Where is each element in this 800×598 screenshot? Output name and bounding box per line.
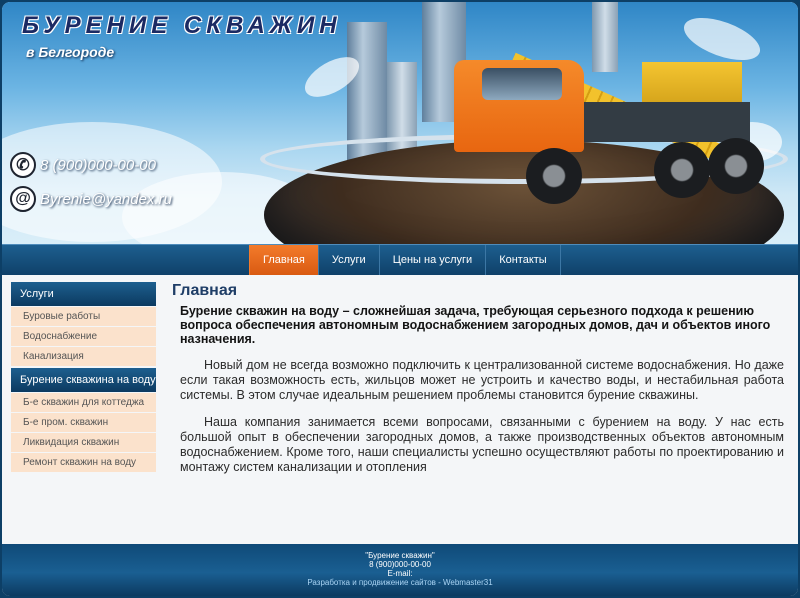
- paragraph-1: Новый дом не всегда возможно подключить к централизованной системе водоснабжения. Но даже если такая возможность есть, жильцов может не устроить и качество воды, и нестабильная работа системы. В этом случае идеальным решением проблемы становится бурение скважины.: [180, 358, 784, 402]
- truck-window-image: [482, 68, 562, 100]
- nav-item-home[interactable]: Главная: [249, 245, 318, 275]
- phone-icon: ✆: [10, 152, 36, 178]
- sidebar-item-sewerage[interactable]: Канализация: [11, 347, 156, 366]
- truck-wheel-image: [526, 148, 582, 204]
- sidebar-item-drilling-works[interactable]: Буровые работы: [11, 307, 156, 326]
- nav-item-contacts[interactable]: Контакты: [485, 245, 561, 275]
- intro-text: Бурение скважин на воду – сложнейшая задача, требующая серьезного подхода к решению вопроса обеспечения автономным водоснабжением загородных домов, дач и объектов иного назначения.: [180, 304, 771, 346]
- footer-phone: 8 (900)000-00-00: [369, 560, 431, 569]
- paragraph-2: Наша компания занимается всеми вопросами, связанными с бурением на воду. У нас есть большой опыт в обеспечении загородных домов, а также производственных объектов автономным водоснабжением. Кроме того, наши специалисты успешно осуществляют работы по проектированию и монтажу систем канализации и отопления: [180, 415, 784, 474]
- page-title: Главная: [172, 282, 238, 299]
- sidebar-item-water-supply[interactable]: Водоснабжение: [11, 327, 156, 346]
- sidebar: [11, 282, 156, 473]
- sidebar-heading-water-wells: Бурение скважина на воду: [11, 368, 156, 392]
- header-banner: [2, 2, 798, 244]
- site-city: в Белгороде: [26, 44, 115, 60]
- header-email-text[interactable]: Byrenie@yandex.ru: [40, 190, 172, 208]
- nav-item-prices[interactable]: Цены на услуги: [379, 245, 486, 275]
- sidebar-heading-services: Услуги: [11, 282, 156, 306]
- main-nav: [2, 244, 798, 275]
- header-email[interactable]: [10, 186, 172, 212]
- sidebar-item-cottage-wells[interactable]: Б-е скважин для коттеджа: [11, 393, 156, 412]
- main-content: [172, 282, 784, 475]
- truck-wheel-image: [708, 138, 764, 194]
- header-phone-text: 8 (900)000-00-00: [40, 156, 156, 174]
- sidebar-item-well-repair[interactable]: Ремонт скважин на воду: [11, 453, 156, 472]
- water-splash-image: [679, 9, 766, 68]
- nav-item-services[interactable]: Услуги: [318, 245, 379, 275]
- at-sign-icon: @: [10, 186, 36, 212]
- sidebar-item-industrial-wells[interactable]: Б-е пром. скважин: [11, 413, 156, 432]
- sidebar-item-well-liquidation[interactable]: Ликвидация скважин: [11, 433, 156, 452]
- skyscraper-image: [592, 2, 618, 72]
- truck-wheel-image: [654, 142, 710, 198]
- footer: [2, 544, 798, 596]
- page: [2, 2, 798, 596]
- truck-chassis-image: [580, 102, 750, 142]
- site-title: БУРЕНИЕ СКВАЖИН: [22, 12, 342, 39]
- footer-email-label: E-mail:: [387, 569, 413, 578]
- header-phone: [10, 152, 156, 178]
- footer-company-name: "Бурение скважин": [365, 551, 435, 560]
- footer-credit-link[interactable]: Разработка и продвижение сайтов - Webmaster31: [307, 578, 493, 587]
